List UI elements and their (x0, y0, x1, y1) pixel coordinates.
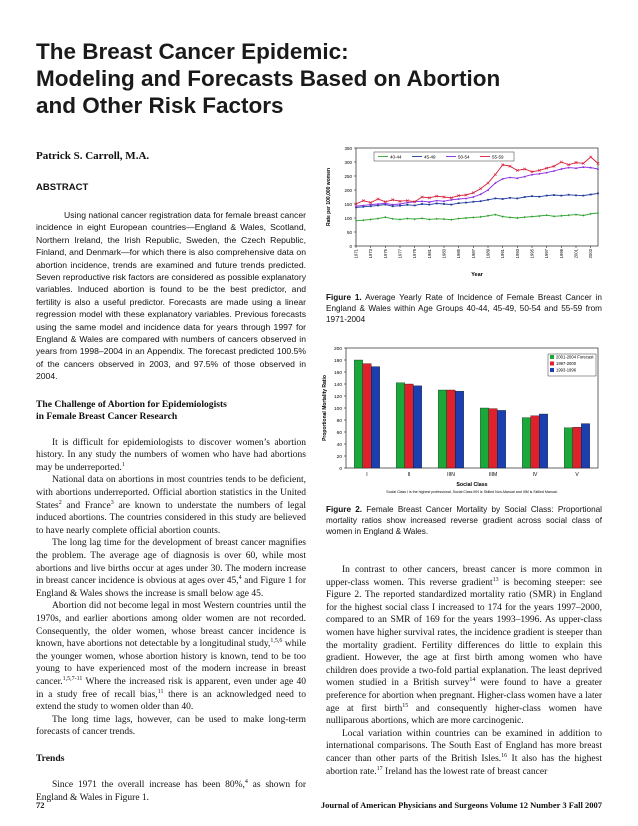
x-tick-label: 1983 (441, 249, 447, 259)
legend-label: 1997-2000 (556, 361, 577, 367)
text-run: It is difficult for epidemiologists to discover women’s abortion history. In any study the numbers of women who have had abortions may be underreported. (36, 437, 306, 473)
reference-mark: 14 (469, 677, 476, 684)
paragraph (36, 779, 306, 804)
text-run: as shown for England & Wales in Figure 1. (36, 779, 306, 803)
bar-IV-0 (522, 418, 531, 468)
data-point (509, 197, 511, 199)
y-tick-label: 80 (336, 419, 342, 424)
data-point (487, 199, 489, 201)
y-tick-label: 0 (349, 244, 352, 249)
x-axis-note: Social Class I is the highest professional, Social Class IIIN is Skilled Non-Manual and IIIM is Skilled Manual. (386, 490, 558, 494)
x-tick-label: 2001 (573, 249, 579, 259)
data-point (436, 203, 438, 205)
legend-swatch (550, 362, 554, 366)
x-tick-label: 1973 (368, 249, 374, 259)
bar-IIIN-1 (447, 390, 456, 468)
caption-label: Figure 1. (326, 293, 362, 302)
x-tick-label: IIIN (447, 472, 455, 478)
data-point (590, 194, 592, 196)
x-tick-label: 1999 (558, 248, 564, 259)
paragraph (36, 600, 306, 713)
data-point (531, 195, 533, 197)
x-axis-title: Social Class (456, 482, 488, 488)
figure-1-caption (326, 292, 602, 325)
data-point (428, 204, 430, 206)
data-point (472, 201, 474, 203)
x-axis-title: Year (471, 272, 483, 278)
legend-label: 2001-2004 Forecast (556, 354, 594, 360)
x-tick-label: IIIM (488, 472, 498, 478)
legend-label: 40-44 (390, 154, 402, 160)
x-tick-label: 1989 (485, 249, 491, 259)
data-point (465, 202, 467, 204)
data-point (546, 195, 548, 197)
text-run: and France (61, 500, 111, 511)
text-run: National data on abortions in most countries tends to be deficient, with abortions underreported. Official abortion statistics in the United States (36, 475, 306, 511)
legend-swatch (550, 368, 554, 372)
data-point (421, 203, 423, 205)
data-point (443, 203, 445, 205)
left-column (36, 150, 306, 804)
figure-2 (316, 340, 606, 498)
y-tick-label: 20 (336, 455, 342, 460)
figure-2-chart (316, 340, 606, 498)
section-heading-challenge (36, 399, 306, 423)
figure-2-caption (326, 504, 602, 537)
reference-mark: 1 (121, 461, 125, 468)
y-tick-label: 100 (333, 407, 342, 412)
data-point (458, 202, 460, 204)
y-tick-label: 180 (333, 359, 342, 364)
reference-mark: 4 (244, 778, 248, 785)
text-run: It also has the highest abortion rate. (326, 753, 602, 777)
paragraph (36, 474, 306, 537)
reference-mark: 17 (376, 765, 383, 772)
figure-1-chart (316, 140, 606, 288)
text-run: Since 1971 the overall increase has been 80%, (52, 779, 245, 790)
bar-II-1 (405, 384, 414, 468)
bar-I-2 (371, 367, 380, 468)
data-point (399, 205, 401, 207)
x-tick-label: II (407, 472, 411, 478)
bar-IV-2 (539, 414, 548, 468)
title-line-2: Modeling and Forecasts Based on Abortion (36, 66, 501, 91)
reference-mark: 16 (501, 752, 508, 759)
data-point (597, 192, 599, 194)
x-tick-label: 1975 (382, 249, 388, 259)
y-tick-label: 140 (333, 383, 342, 388)
bar-IV-1 (531, 416, 540, 468)
x-tick-label: I (366, 472, 368, 478)
data-point (582, 195, 584, 197)
legend-label: 1993-1996 (556, 367, 577, 373)
text-run: Where the increased risk is apparent, even under age 40 in a study free of recall bias, (36, 676, 306, 700)
bar-II-2 (413, 386, 422, 468)
y-axis-title: Proportional Mortality Ratio (322, 375, 328, 441)
text-run: Local variation within countries can be examined in addition to international comparisons. The South East of England has more breast cancer than other parts of the British Isles. (326, 728, 602, 764)
x-tick-label: 1993 (514, 249, 520, 259)
data-point (568, 194, 570, 196)
x-tick-label: V (575, 472, 579, 478)
x-tick-label: 1985 (456, 249, 462, 259)
y-tick-label: 250 (344, 174, 352, 179)
bar-V-2 (581, 424, 590, 468)
bar-IIIN-2 (455, 391, 464, 468)
reference-mark: 15 (402, 702, 409, 709)
x-tick-label: 1971 (353, 249, 359, 259)
bar-II-0 (396, 383, 405, 468)
text-run: while the younger women, whose abortion history is known, tend to be too young to have experienced most of the modern increase in breast cancer. (36, 639, 307, 687)
data-point (575, 194, 577, 196)
caption-label: Figure 2. (326, 505, 363, 514)
journal-info: Journal of American Physicians and Surgeons Volume 12 Number 3 Fall 2007 (320, 800, 602, 810)
data-point (392, 205, 394, 207)
reference-mark: 1,5,6 (270, 638, 283, 645)
y-tick-label: 100 (344, 216, 352, 221)
y-axis-title: Rate per 100,000 women (326, 167, 332, 227)
text-run: Abortion did not become legal in most Western countries until the 1970s, and earlier abortions among older women are not recorded. Consequently, the older women, whose breast cancer incidence is known, have abortions not detectable by a longitudinal study, (36, 601, 306, 650)
text-run: were found to have a greater preference for abortion when pregnant. Higher-class women have a later age at first birth (326, 678, 602, 714)
bar-IIIN-0 (438, 390, 447, 468)
reference-mark: 2 (58, 499, 62, 506)
data-point (370, 205, 372, 207)
paragraph (36, 537, 306, 600)
x-tick-label: 1991 (500, 249, 506, 259)
section-heading-line-1: The Challenge of Abortion for Epidemiologists (36, 398, 227, 410)
text-run: Ireland has the lowest rate of breast cancer (382, 766, 548, 777)
section-heading-line-2: in Female Breast Cancer Research (36, 410, 178, 422)
title-line-1: The Breast Cancer Epidemic: (36, 39, 349, 64)
x-tick-label: 1981 (426, 249, 432, 259)
paragraph (326, 728, 602, 778)
data-point (494, 198, 496, 200)
y-tick-label: 120 (333, 395, 342, 400)
bar-I-1 (363, 364, 372, 468)
paragraph: The long time lags, however, can be used to make long-term forecasts of cancer trends. (36, 714, 306, 738)
y-tick-label: 160 (333, 371, 342, 376)
y-tick-label: 200 (344, 188, 352, 193)
x-tick-label: 1987 (470, 249, 476, 259)
text-run: and consequently higher-class women have nulliparous abortions, which are more carcinogenic. (326, 703, 602, 727)
reference-mark: 1,5,7-11 (62, 675, 83, 682)
y-tick-label: 350 (344, 146, 352, 151)
abstract-heading: ABSTRACT (36, 182, 89, 193)
data-point (516, 198, 518, 200)
y-tick-label: 60 (336, 431, 342, 436)
legend-swatch (550, 355, 554, 359)
caption-text: Female Breast Cancer Mortality by Social Class: Proportional mortality ratios show increased reverse gradient across social class of women in England & Wales. (326, 505, 602, 536)
y-tick-label: 40 (336, 443, 342, 448)
legend-label: 55-59 (492, 154, 504, 160)
data-point (480, 200, 482, 202)
y-tick-label: 150 (344, 202, 352, 207)
y-tick-label: 200 (333, 347, 342, 352)
data-point (450, 204, 452, 206)
paragraph (36, 437, 306, 475)
bar-IIIM-1 (489, 409, 498, 468)
y-tick-label: 50 (346, 230, 352, 235)
x-tick-label: 1995 (529, 249, 535, 259)
data-point (538, 196, 540, 198)
x-tick-label: 1977 (397, 249, 403, 259)
y-tick-label: 0 (339, 467, 342, 472)
bar-I-0 (354, 360, 363, 468)
text-run: there is an acknowledged need to extend the study to women older than 40. (36, 689, 306, 713)
bar-V-1 (573, 427, 582, 468)
bar-IIIM-2 (497, 410, 506, 468)
data-point (524, 196, 526, 198)
text-run: is becoming steeper: see Figure 2. The reported standardized mortality ratio (SMR) in England for the highest social class I increased to 174 for the years 1997–2000, compared to an SMR of 169 for the years 1993–1996. As upper-class women have higher survival rates, the incidence gradient is steeper than the mortality gradient. Fertility differences do little to explain this gradient. However, the age at first birth among women who have children does provide a two-fold partial explanation. The least deprived women studied in a British survey (326, 577, 602, 689)
data-point (560, 195, 562, 197)
text-run: and Figure 1 for England & Wales shows the increase is small below age 45. (36, 576, 306, 599)
page-number: 72 (36, 800, 45, 810)
legend-label: 45-49 (424, 154, 436, 160)
x-tick-label: 2003 (588, 249, 594, 259)
text-run: In contrast to other cancers, breast cancer is more common in upper-class women. This reverse gradient (326, 565, 602, 588)
caption-text: Average Yearly Rate of Incidence of Female Breast Cancer in England & Wales within Age Groups 40-44, 45-49, 50-54 and 55-59 from 1971-2004 (326, 293, 602, 324)
data-point (502, 198, 504, 200)
figure-1 (316, 140, 606, 288)
y-tick-label: 300 (344, 160, 352, 165)
data-point (414, 205, 416, 207)
data-point (406, 204, 408, 206)
reference-mark: 11 (157, 688, 164, 695)
abstract-text: Using national cancer registration data for female breast cancer incidence in eight European countries—England & Wales, Scotland, Northern Ireland, the Irish Republic, Sweden, the Czech Republic, Finland, and Denmark—for which there is also comprehensive data on abortion incidence, trends are examined and future trends predicted. Seven reproductive risk factors are considered as possible explanatory variables. Induced abortion is found to be the best predictor, and fertility is also a useful predictor. Forecasts are made using a linear regression model with these explanatory variables. Previous forecasts using the same model and incidence data for years through 1997 for England & Wales are compared with numbers of cancers observed in years from 1998–2004 in an Appendix. The forecast predicted 100.5% of the cancers observed in 2003, and 97.5% of those observed in 2004. (36, 210, 306, 382)
x-tick-label: IV (532, 472, 538, 478)
author-name: Patrick S. Carroll, M.A. (36, 150, 150, 162)
title-line-3: and Other Risk Factors (36, 93, 284, 118)
text-run: are known to understate the numbers of legal induced abortions. The countries considered in this study are believed to have nearly complete official abortion counts. (36, 500, 306, 536)
bar-IIIM-0 (480, 408, 489, 468)
reference-mark: 13 (492, 576, 499, 583)
x-tick-label: 1979 (412, 249, 418, 259)
reference-mark: 4 (238, 575, 242, 582)
legend-label: 50-54 (458, 154, 470, 160)
reference-mark: 3 (110, 499, 114, 506)
x-tick-label: 1997 (544, 249, 550, 259)
section-heading-trends: Trends (36, 752, 65, 764)
data-point (553, 194, 555, 196)
paragraph (326, 564, 602, 728)
article-title (36, 38, 596, 119)
text-run: The long lag time for the development of breast cancer magnifies the problem. The average age of diagnosis is over 60, while most abortions and live births occur at ages under 30. The modern increase in breast cancer incidence is obvious at ages over 45, (36, 538, 306, 587)
bar-V-0 (564, 428, 573, 468)
right-column-text (326, 564, 602, 778)
